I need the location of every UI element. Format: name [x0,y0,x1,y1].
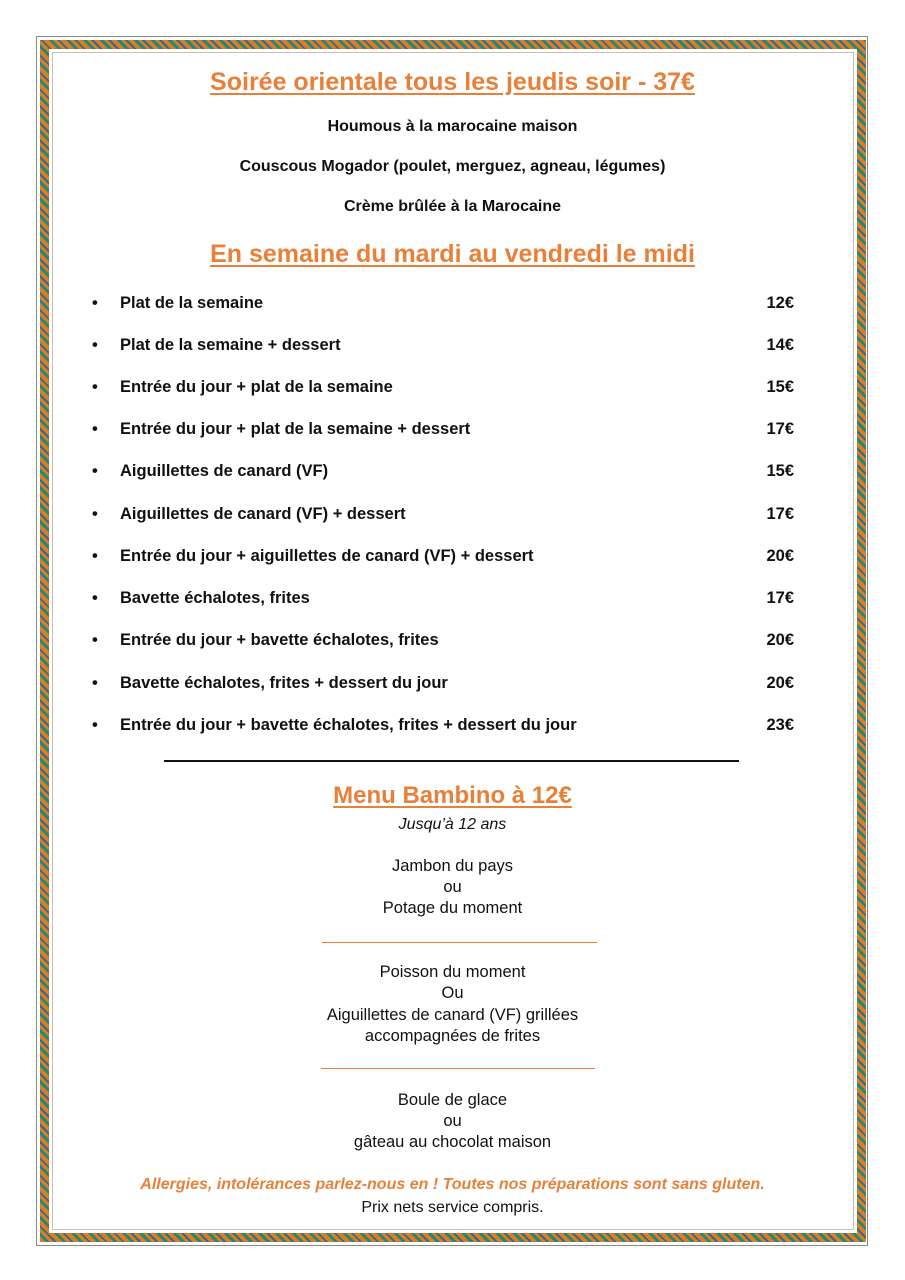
bambino-dessert-line: ou [443,1112,462,1130]
menu-item-label: Bavette échalotes, frites + dessert du jour [120,674,448,692]
bambino-dessert-line: Boule de glace [397,1091,508,1109]
menu-item-label: Entrée du jour + aiguillettes de canard (VF) + dessert [120,547,534,565]
menu-item-price: 20€ [766,547,794,565]
menu-item [92,505,804,527]
menu-item-label: Aiguillettes de canard (VF) + dessert [120,505,406,523]
menu-item [92,716,804,738]
menu-item [92,420,804,442]
bambino-main-line: Poisson du moment [379,963,526,981]
menu-item-label: Aiguillettes de canard (VF) [120,462,329,480]
bullet-icon: • [92,420,98,438]
bambino-dessert-line: gâteau au chocolat maison [353,1133,552,1151]
menu-item-label: Plat de la semaine [120,294,264,312]
bullet-icon: • [92,294,98,312]
menu-item-price: 23€ [766,716,794,734]
menu-item [92,294,804,316]
oriental-title: Soirée orientale tous les jeudis soir - 37€ [210,68,695,96]
menu-item-price: 17€ [766,589,794,607]
menu-item-label: Entrée du jour + bavette échalotes, frites + dessert du jour [120,716,577,734]
section-divider [164,760,739,762]
bullet-icon: • [92,716,98,734]
bullet-icon: • [92,631,98,649]
oriental-item: Couscous Mogador (poulet, merguez, agneau, légumes) [239,158,666,175]
menu-item [92,336,804,358]
price-note: Prix nets service compris. [361,1199,544,1216]
menu-item-label: Entrée du jour + plat de la semaine [120,378,393,396]
menu-item-price: 17€ [766,420,794,438]
bambino-starter-line: Jambon du pays [391,857,514,875]
bullet-icon: • [92,589,98,607]
menu-item [92,462,804,484]
allergy-notice: Allergies, intolérances parlez-nous en ! Toutes nos préparations sont sans gluten. [140,1176,765,1193]
menu-item-label: Plat de la semaine + dessert [120,336,341,354]
bullet-icon: • [92,505,98,523]
menu-item-price: 14€ [766,336,794,354]
weekday-title: En semaine du mardi au vendredi le midi [210,240,695,268]
bambino-starter-line: ou [443,878,462,896]
bambino-starter-line: Potage du moment [382,899,523,917]
bullet-icon: • [92,547,98,565]
bambino-main-line: Aiguillettes de canard (VF) grillées [326,1006,579,1024]
menu-item-label: Entrée du jour + plat de la semaine + dessert [120,420,471,438]
menu-item [92,631,804,653]
menu-item-label: Entrée du jour + bavette échalotes, frites [120,631,439,649]
menu-item-label: Bavette échalotes, frites [120,589,310,607]
course-divider [322,942,597,943]
menu-item [92,589,804,611]
bullet-icon: • [92,336,98,354]
menu-item-price: 20€ [766,674,794,692]
menu-item-price: 15€ [766,378,794,396]
menu-item-price: 17€ [766,505,794,523]
bambino-main-line: accompagnées de frites [364,1027,541,1045]
menu-item [92,674,804,696]
menu-item-price: 15€ [766,462,794,480]
bullet-icon: • [92,674,98,692]
menu-item-price: 20€ [766,631,794,649]
bambino-title: Menu Bambino à 12€ [333,782,572,809]
menu-item [92,547,804,569]
oriental-item: Crème brûlée à la Marocaine [344,198,561,215]
bambino-main-line: Ou [441,984,464,1002]
menu-item-price: 12€ [766,294,794,312]
bullet-icon: • [92,378,98,396]
bambino-subtitle: Jusqu’à 12 ans [398,816,507,833]
bullet-icon: • [92,462,98,480]
course-divider [321,1068,595,1069]
menu-item [92,378,804,400]
oriental-item: Houmous à la marocaine maison [327,118,578,135]
